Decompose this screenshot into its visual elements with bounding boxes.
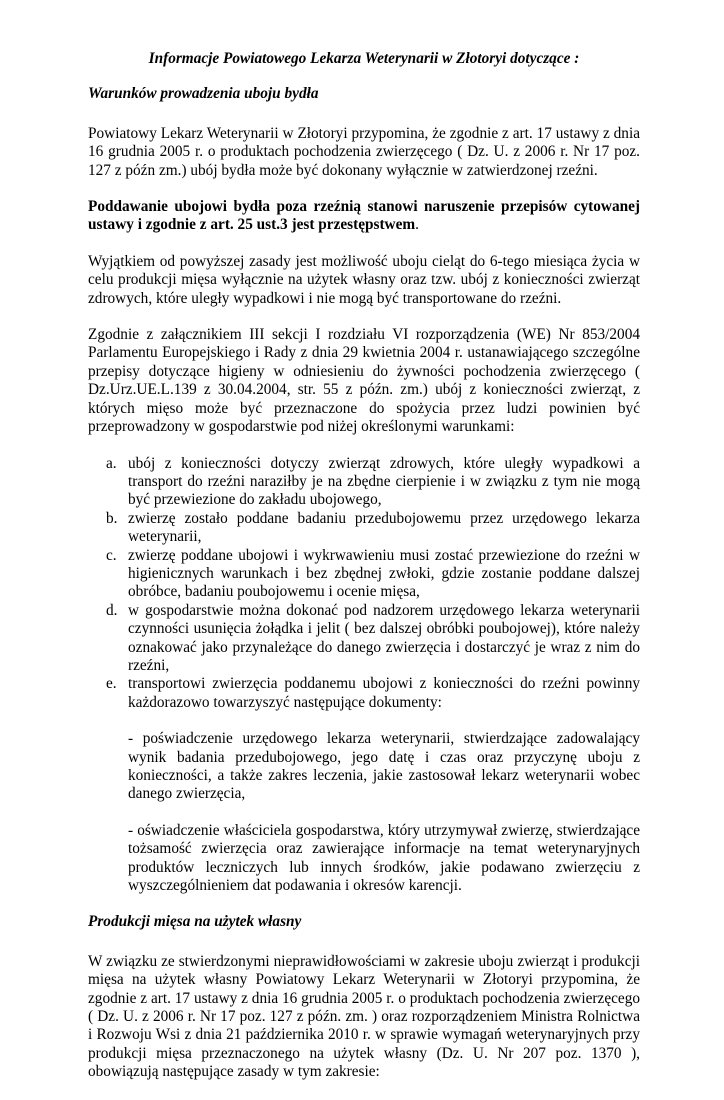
list-item-text: zwierzę zostało poddane badaniu przedubojowemu przez urzędowego lekarza weterynarii, bbox=[128, 509, 640, 546]
paragraph-exception: Wyjątkiem od powyższej zasady jest możliwość uboju cieląt do 6-tego miesiąca życia w celu produkcji mięsa wyłącznie na użytek własny oraz tzw. ubój z konieczności zwierząt zdrowych, które uległy wypadkowi i nie mogą być transportowane do rzeźni. bbox=[88, 252, 640, 307]
list-marker: b. bbox=[106, 509, 118, 527]
list-marker: a. bbox=[106, 454, 117, 472]
section-heading-slaughter: Warunków prowadzenia uboju bydła bbox=[88, 85, 319, 103]
paragraph-reminder: Powiatowy Lekarz Weterynarii w Złotoryi przypomina, że zgodnie z art. 17 ustawy z dnia 16 grudnia 2005 r. o produktach pochodzenia zwierzęcego ( Dz. U. z 2006 r. Nr 17 poz. 127 z późn zm.) ubój bydła może być dokonany wyłącznie w zatwierdzonej rzeźni. bbox=[88, 124, 640, 179]
list-marker: e. bbox=[106, 675, 117, 693]
list-item bbox=[106, 546, 640, 602]
paragraph-offence bbox=[88, 198, 640, 235]
paragraph-own-use: W związku ze stwierdzonymi nieprawidłowościami w zakresie uboju zwierząt i produkcji mięsa na użytek własny Powiatowy Lekarz Weterynarii w Złotoryi przypomina, że zgodnie z art. 17 ustawy z dnia 16 grudnia 2005 r. o produktach pochodzenia zwierzęcego ( Dz. U. z 2006 r. Nr 17 poz. 127 z późn. zm. ) oraz rozporządzeniem Ministra Rolnictwa i Rozwoju Wsi z dnia 21 października 2010 r. w sprawie wymagań weterynaryjnych przy produkcji mięsa przeznaczonego na użytek własny (Dz. U. Nr 207 poz. 1370 ), obowiązują następujące zasady w tym zakresie: bbox=[88, 952, 640, 1081]
offence-period: . bbox=[415, 216, 419, 234]
list-item-text: transportowi zwierzęcia poddanemu ubojowi z konieczności do rzeźni powinny każdorazowo towarzyszyć następujące dokumenty: bbox=[128, 675, 640, 711]
list-item bbox=[106, 601, 640, 676]
document-title: Informacje Powiatowego Lekarza Weterynarii w Złotoryi dotyczące : bbox=[148, 50, 580, 67]
list-item-text: w gospodarstwie można dokonać pod nadzorem urzędowego lekarza weterynarii czynności usunięcia żołądka i jelit ( bez dalszej obróbki poubojowej), które należy oznakować jako przynależące do danego zwierzęcia i dostarczyć je wraz z nim do rzeźni, bbox=[128, 601, 640, 674]
list-marker: c. bbox=[106, 546, 117, 564]
list-item-text: ubój z konieczności dotyczy zwierząt zdrowych, które uległy wypadkowi a transport do rzeźni naraziłby je na zbędne cierpienie i w związku z tym nie mogą być przewiezione do zakładu ubojowego, bbox=[128, 454, 640, 509]
conditions-list bbox=[88, 455, 640, 713]
list-marker: d. bbox=[106, 601, 118, 619]
list-item bbox=[106, 509, 640, 547]
list-item bbox=[106, 675, 640, 712]
section-heading-own-use: Produkcji mięsa na użytek własny bbox=[88, 913, 302, 931]
offence-text: Poddawanie ubojowi bydła poza rzeźnią stanowi naruszenie przepisów cytowanej ustawy i zgodnie z art. 25 ust.3 jest przestępstwem bbox=[88, 198, 640, 234]
paragraph-regulation: Zgodnie z załącznikiem III sekcji I rozdziału VI rozporządzenia (WE) Nr 853/2004 Parlamentu Europejskiego i Rady z dnia 29 kwietnia 2004 r. ustanawiającego szczególne przepisy dotyczące higieny w odniesieniu do żywności pochodzenia zwierzęcego ( Dz.Urz.UE.L.139 z 30.04.2004, str. 55 z późn. zm.) ubój z konieczności zwierząt, z których mięso może być przeznaczone do spożycia przez ludzi powinien być przeprowadzony w gospodarstwie pod niżej określonymi warunkami: bbox=[88, 326, 640, 436]
document-owner-declaration: - oświadczenie właściciela gospodarstwa, który utrzymywał zwierzę, stwierdzające tożsamość zwierzęcia oraz zawierające informacje na temat weterynaryjnych produktów leczniczych lub innych środków, jakie podawano zwierzęciu z wyszczególnieniem dat podawania i okresów karencji. bbox=[128, 821, 640, 895]
document-veterinary-certificate: - poświadczenie urzędowego lekarza weterynarii, stwierdzające zadowalający wynik badania przedubojowego, jego datę i czas oraz przyczynę uboju z konieczności, a także zakres leczenia, jakie zastosował lekarz weterynarii wobec danego zwierzęcia, bbox=[128, 730, 640, 803]
document-page bbox=[88, 50, 640, 1100]
list-item bbox=[106, 454, 640, 510]
list-item-text: zwierzę poddane ubojowi i wykrwawieniu musi zostać przewiezione do rzeźni w higienicznych warunkach i bez zbędnej zwłoki, gdzie zostanie poddane dalszej obróbce, badaniu poubojowemu i ocenie mięsa, bbox=[128, 546, 640, 601]
